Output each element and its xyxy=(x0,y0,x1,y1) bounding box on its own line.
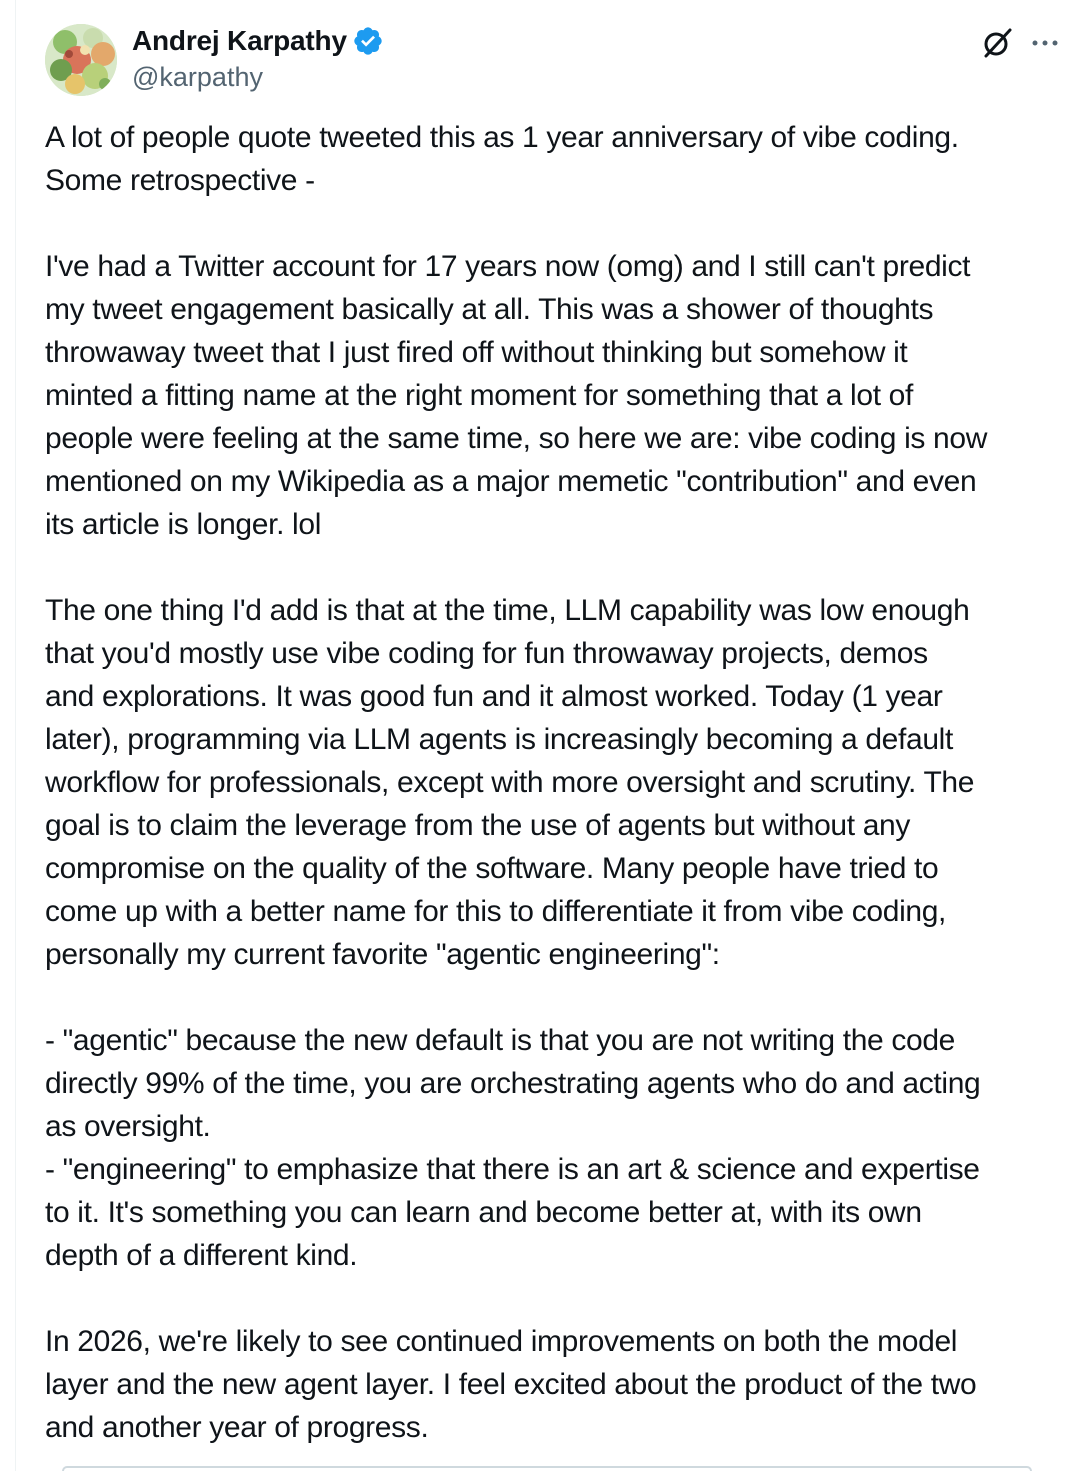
more-icon[interactable] xyxy=(1030,28,1060,58)
avatar-image xyxy=(45,24,117,96)
tweet-text xyxy=(45,116,1065,1449)
grok-icon[interactable] xyxy=(980,26,1014,60)
author-names xyxy=(132,22,384,94)
quoted-tweet-card-edge[interactable] xyxy=(62,1466,1032,1471)
tweet-paragraph: The one thing I'd add is that at the time, LLM capability was low enough that you'd mostly use vibe coding for fun throwaway projects, demos and explorations. It was good fun and it almost worked. Today (1 year later), programming via LLM agents is increasingly becoming a default workflow for professionals, except with more oversight and scrutiny. The goal is to claim the leverage from the use of agents but without any compromise on the quality of the software. Many people have tried to come up with a better name for this to differentiate it from vibe coding, personally my current favorite "agentic engineering": xyxy=(45,594,975,971)
tweet-header xyxy=(45,22,1060,100)
name-row xyxy=(132,22,384,60)
author-display-name[interactable]: Andrej Karpathy xyxy=(132,25,347,56)
tweet-paragraph: In 2026, we're likely to see continued improvements on both the model layer and the new agent layer. I feel excited about the product of the two and another year of progress. xyxy=(45,1325,977,1444)
tweet-paragraph: A lot of people quote tweeted this as 1 year anniversary of vibe coding. Some retrospective - xyxy=(45,121,959,197)
timeline-divider xyxy=(15,0,16,1471)
tweet-paragraph: I've had a Twitter account for 17 years now (omg) and I still can't predict my tweet engagement basically at all. This was a shower of thoughts throwaway tweet that I just fired off without thinking but somehow it minted a fitting name at the right moment for something that a lot of people were feeling at the same time, so here we are: vibe coding is now mentioned on my Wikipedia as a major memetic "contribution" and even its article is longer. lol xyxy=(45,250,988,541)
header-actions xyxy=(980,26,1060,60)
tweet-paragraph: - "agentic" because the new default is that you are not writing the code directly 99% of the time, you are orchestrating agents who do and acting as oversight. - "engineering" to emphasize that there is an art & science and expertise to it. It's something you can learn and become better at, with its own depth of a different kind. xyxy=(45,1024,981,1272)
verified-badge-icon[interactable] xyxy=(352,25,384,57)
author-handle[interactable]: @karpathy xyxy=(132,62,263,92)
avatar[interactable] xyxy=(45,24,117,96)
